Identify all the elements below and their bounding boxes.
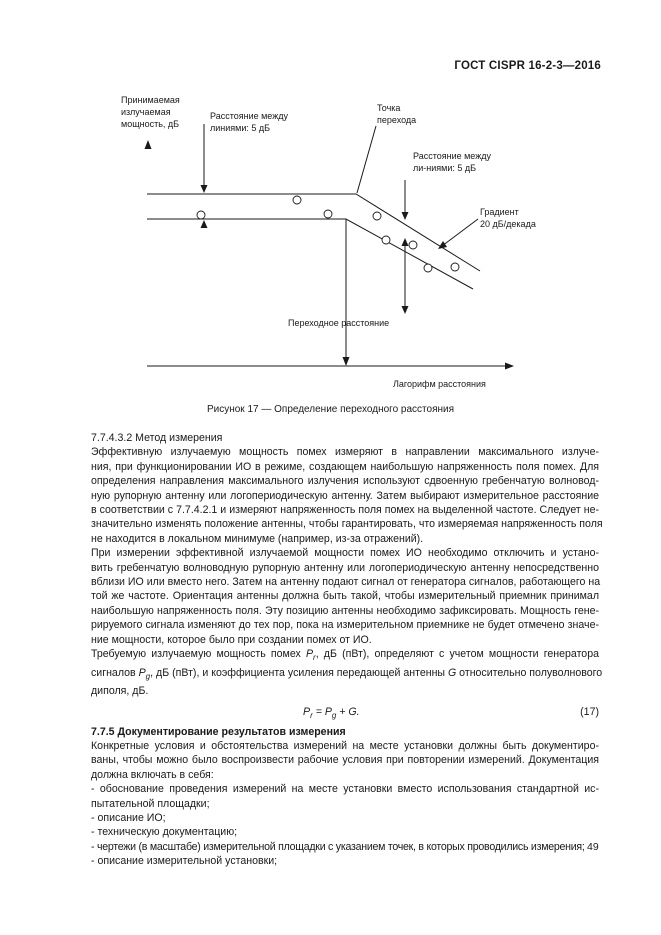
text-line: Эффективную излучаемую мощность помех измеряют в направлении максимального излуче- [91,446,599,459]
measurement-point [424,264,432,272]
gradient-pointer [442,219,478,246]
measurement-point [324,210,332,218]
svg-text:Расстояние между [413,151,491,161]
text-line: вблизи ИО или вместо него. Затем на антенну подают сигнал от генератора сигналов, работающего на [91,576,601,589]
measurement-point [451,263,459,271]
transition-distance-figure [0,0,661,400]
right-spacing-label: Расстояние между [413,151,491,161]
arrow-down-icon [402,212,409,220]
text-line: диполя, дБ. [91,685,149,698]
paragraph [91,546,599,647]
svg-text:Принимаемая [121,95,180,105]
text-line: сигналов $P_g$, дБ (пВт), и коэффициента усиления передающей антенны G относительно полуволнового [91,666,603,681]
arrow-up-icon [402,238,409,246]
text-line: вить гребенчатую волноводную рупорную антенну или логопериодическую антенну непосредственно [91,561,599,574]
figure-caption: Рисунок 17 — Определение переходного расстояния [206,404,455,415]
measurement-point [373,212,381,220]
document-header: ГОСТ CISPR 16-2-3—2016 [454,60,601,72]
y-axis-arrow-icon [145,140,152,149]
upper-limit-line [147,194,480,271]
page-number: 49 [587,841,599,853]
x-axis-arrow-icon [505,363,514,370]
bullet-list [91,782,599,868]
arrow-up-icon [201,220,208,228]
text-line: При измерении эффективной излучаемой мощности помех ИО необходимо отключить и устано- [91,547,599,560]
text-line: наибольшую напряженность поля. Эту позицию антенны необходимо зафиксировать. Мощность гене- [91,604,599,617]
list-item: - обоснование проведения измерений на месте установки вместо использования стандартной ис- [91,783,599,796]
arrow-down-icon [201,185,208,193]
document-body [91,431,603,869]
text-line: не находится в локальном минимуме (например, из-за отражений). [91,532,424,545]
text-line: ние мощности, которое было при создании помех от ИО. [91,633,372,646]
text-line: определения направления максимального излучения используют сдвоенную гребенчатую волновод- [91,475,599,488]
formula-expression: $P_r = P_g + G$. [303,705,360,720]
arrow-icon [438,241,447,249]
text-line: в соответствии с 7.7.4.2.1 и измеряют напряженность поля помех на выделенной частоте. Следует не- [91,504,599,517]
y-axis-label-line: излучаемая [121,107,171,117]
svg-text:Расстояние между [210,111,288,121]
transition-point-pointer [357,126,376,193]
text-line: ную рупорную антенну или логопериодическую антенну. Затем выбирают измерительное расстояние [91,489,599,502]
text-line: Конкретные условия и обстоятельства измерений на месте установки должны быть документиро- [91,739,599,752]
formula-17 [91,699,599,725]
list-item: - техническую документацию; [91,826,238,839]
text-line: ваны, чтобы можно было воспроизвести рабочие условия при повторении измерений. Документация [91,754,599,767]
text-line: той же частоте. Ориентация антенны должна быть такой, чтобы измерительный приемник принимал [91,590,599,603]
transition-point-label: перехода [377,115,417,125]
text-line: рируемого сигнала изменяют до тех пор, пока на измерительном приемнике не будет отмечено значе- [91,619,599,632]
svg-text:20 дБ/декада [480,219,536,229]
arrow-down-icon [402,306,409,314]
formula-number: (17) [580,705,599,718]
text-line: должна включать в себя: [91,768,214,781]
text-line: Требуемую излучаемую мощность помех $P_r$, дБ (пВт), определяют с учетом мощности генератора [91,648,599,663]
svg-text:мощность, дБ [121,119,179,129]
transition-point-label: Точка [377,103,401,113]
x-axis-label: Лагорифм расстояния [393,379,486,389]
list-item: пытательной площадки; [91,797,210,810]
measurement-point [382,236,390,244]
svg-text:Градиент [480,207,519,217]
list-item: - чертежи (в масштабе) измерительной площадки с указанием точек, в которых проводились измерения; [91,840,585,853]
svg-text:Точка [377,103,400,113]
right-spacing-label: ли-ниями: 5 дБ [413,163,477,173]
section-heading: 7.7.5 Документирование результатов измерения [91,725,346,738]
transition-distance-label: Переходное расстояние [288,318,390,328]
svg-text:Переходное расстояние [288,318,389,328]
measurement-point [409,241,417,249]
gradient-label: 20 дБ/декада [480,219,536,229]
text-line: ния, при функционировании ИО в режиме, создающем наибольшую напряженность поля помех. Для [91,460,599,473]
lower-limit-line [147,219,473,289]
arrow-down-icon [343,357,350,366]
gradient-label: Градиент [480,207,519,217]
left-spacing-label: линиями: 5 дБ [210,123,271,133]
paragraph [91,739,599,782]
svg-text:ли-ниями: 5 дБ [413,163,476,173]
svg-text:перехода [377,115,416,125]
list-item: - описание ИО; [91,811,166,824]
left-spacing-label: Расстояние между [210,111,288,121]
measurement-point [197,211,205,219]
svg-text:излучаемая [121,107,171,117]
y-axis-label-line: Принимаемая [121,95,180,105]
svg-text:линиями: 5 дБ [210,123,270,133]
measurement-point [293,196,301,204]
section-heading: 7.7.4.3.2 Метод измерения [91,432,223,444]
y-axis-label-line: мощность, дБ [121,119,180,129]
paragraph [91,647,603,698]
list-item: - описание измерительной установки; [91,855,278,868]
svg-text:Лагорифм расстояния [393,379,486,389]
text-line: значительно изменять положение антенны, чтобы гарантировать, что измеряемая напряженность поля [91,518,603,531]
paragraph [91,445,603,546]
